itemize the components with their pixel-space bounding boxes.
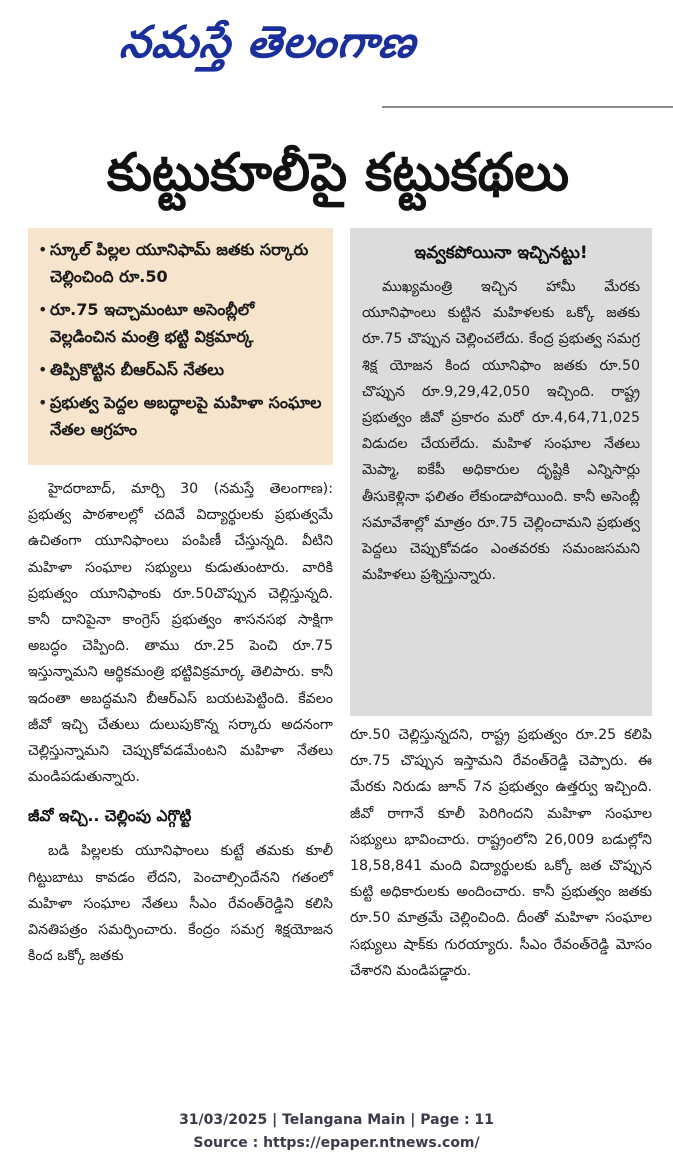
highlight-item bbox=[38, 236, 325, 290]
bullet-icon: • bbox=[38, 240, 48, 259]
article-column-left bbox=[28, 476, 333, 969]
highlight-text: స్కూల్ పిల్లల యూనిఫామ్ జతకు సర్కారు చెల్లించింది రూ.50 bbox=[50, 240, 309, 286]
highlights-box bbox=[28, 228, 333, 465]
bullet-icon: • bbox=[38, 300, 48, 319]
footer-date-page: 31/03/2025 | Telangana Main | Page : 11 bbox=[179, 1112, 494, 1128]
masthead-divider bbox=[382, 106, 673, 108]
article-subhead: జీవో ఇచ్చి.. చెల్లింపు ఎగ్గొట్టి bbox=[28, 807, 192, 826]
sidebar-box bbox=[350, 228, 652, 716]
sidebar-body: ముఖ్యమంత్రి ఇచ్చిన హామీ మేరకు యూనిఫాంలు కుట్టిన మహిళలకు ఒక్కో జతకు రూ.75 చొప్పున చెల్లించలేదు. కేంద్ర ప్రభుత్వ సమగ్ర శిక్ష యోజన కింద యూనిఫాం జతకు రూ.50 చొప్పున రూ.9,29,42,050 ఇచ్చింది. రాష్ట్ర ప్రభుత్వం జీవో ప్రకారం మరో రూ.4,64,71,025 విడుదల చేయలేదు. మహిళ సంఘాల నేతలు మెప్మా, ఐకేపీ అధికారుల దృష్టికి ఎన్నిసార్లు తీసుకెళ్లినా ఫలితం లేకుండాపోయింది. కానీ అసెంబ్లీ సమావేశాల్లో మాత్రం రూ.75 చెల్లించామని ప్రభుత్వ పెద్దలు చెప్పుకోవడం ఎంతవరకు సమంజసమని మహిళలు ప్రశ్నిస్తున్నారు. bbox=[362, 279, 640, 584]
article-paragraph: బడి పిల్లలకు యూనిఫాంలు కుట్టే తమకు కూలీ గిట్టుబాటు కావడం లేదని, పెంచాల్సిందేనని గతంలో మహిళా సంఘాల నేతలు సీఎం రేవంత్‌రెడ్డిని కలిసి వినతిపత్రం సమర్పించారు. కేంద్రం సమగ్ర శిక్షయోజన కింద ఒక్కో జతకు bbox=[28, 843, 333, 965]
article-headline: కుట్టుకూలీపై కట్టుకథలు bbox=[106, 143, 570, 203]
sidebar-title: ఇవ్వకపోయినా ఇచ్చినట్టు! bbox=[414, 243, 588, 263]
article-column-right bbox=[350, 722, 652, 984]
article-paragraph: రూ.50 చెల్లిస్తున్నదని, రాష్ట్ర ప్రభుత్వం రూ.25 కలిపి రూ.75 చొప్పున ఇస్తామని రేవంత్‌రెడ్డి చెప్పారు. ఈ మేరకు నిరుడు జూన్ 7న ప్రభుత్వం ఉత్తర్వు ఇచ్చింది. జీవో రాగానే కూలీ పెరిగిందని మహిళా సంఘాల సభ్యులు భావించారు. రాష్ట్రంలోని 26,009 బడుల్లోని 18,58,841 మంది విద్యార్థులకు ఒక్కో జత చొప్పున కుట్టి అధికారులకు అందించారు. కానీ ప్రభుత్వం జతకు రూ.50 మాత్రమే చెల్లించింది. దీంతో మహిళా సంఘాల సభ్యులు షాక్‌కు గురయ్యారు. సీఎం రేవంత్‌రెడ్డి మోసం చేశారని మండిపడ్డారు. bbox=[350, 727, 652, 979]
highlight-text: తిప్పికొట్టిన బీఆర్ఎస్ నేతలు bbox=[50, 360, 225, 379]
bullet-icon: • bbox=[38, 393, 48, 412]
highlight-text: రూ.75 ఇచ్చామంటూ అసెంబ్లీలో వెల్లడించిన మంత్రి భట్టి విక్రమార్క bbox=[50, 300, 255, 346]
highlight-item bbox=[38, 296, 325, 350]
footer-source: Source : https://epaper.ntnews.com/ bbox=[193, 1135, 480, 1151]
highlight-item bbox=[38, 389, 325, 443]
highlight-item bbox=[38, 356, 325, 383]
highlight-text: ప్రభుత్వ పెద్దల అబద్ధాలపై మహిళా సంఘాల నేతల ఆగ్రహం bbox=[50, 393, 322, 439]
newspaper-masthead: నమస్తే తెలంగాణ bbox=[117, 17, 419, 68]
article-intro: హైదరాబాద్, మార్చి 30 (నమస్తే తెలంగాణ): ప్రభుత్వ పాఠశాలల్లో చదివే విద్యార్థులకు ప్రభుత్వమే ఉచితంగా యూనిఫాంలు పంపిణీ చేస్తున్నది. వీటిని మహిళా సంఘాల సభ్యులు కుడుతుంటారు. వారికి ప్రభుత్వం యూనిఫాంకు రూ.50చొప్పున చెల్లిస్తున్నది. కానీ దానిపైనా కాంగ్రెస్ ప్రభుత్వం శాసనసభ సాక్షిగా అబద్ధం చెప్పింది. తాము రూ.25 పెంచి రూ.75 ఇస్తున్నామని ఆర్థికమంత్రి భట్టివిక్రమార్క తెలిపారు. కానీ ఇదంతా అబద్ధమని బీఆర్ఎస్ బయటపెట్టింది. కేవలం జీవో ఇచ్చి చేతులు దులుపుకొన్న సర్కారు అదనంగా చెల్లిస్తున్నామని చెప్పుకోవడమేంటని మహిళా నేతలు మండిపడుతున్నారు. bbox=[28, 481, 333, 786]
bullet-icon: • bbox=[38, 360, 48, 379]
